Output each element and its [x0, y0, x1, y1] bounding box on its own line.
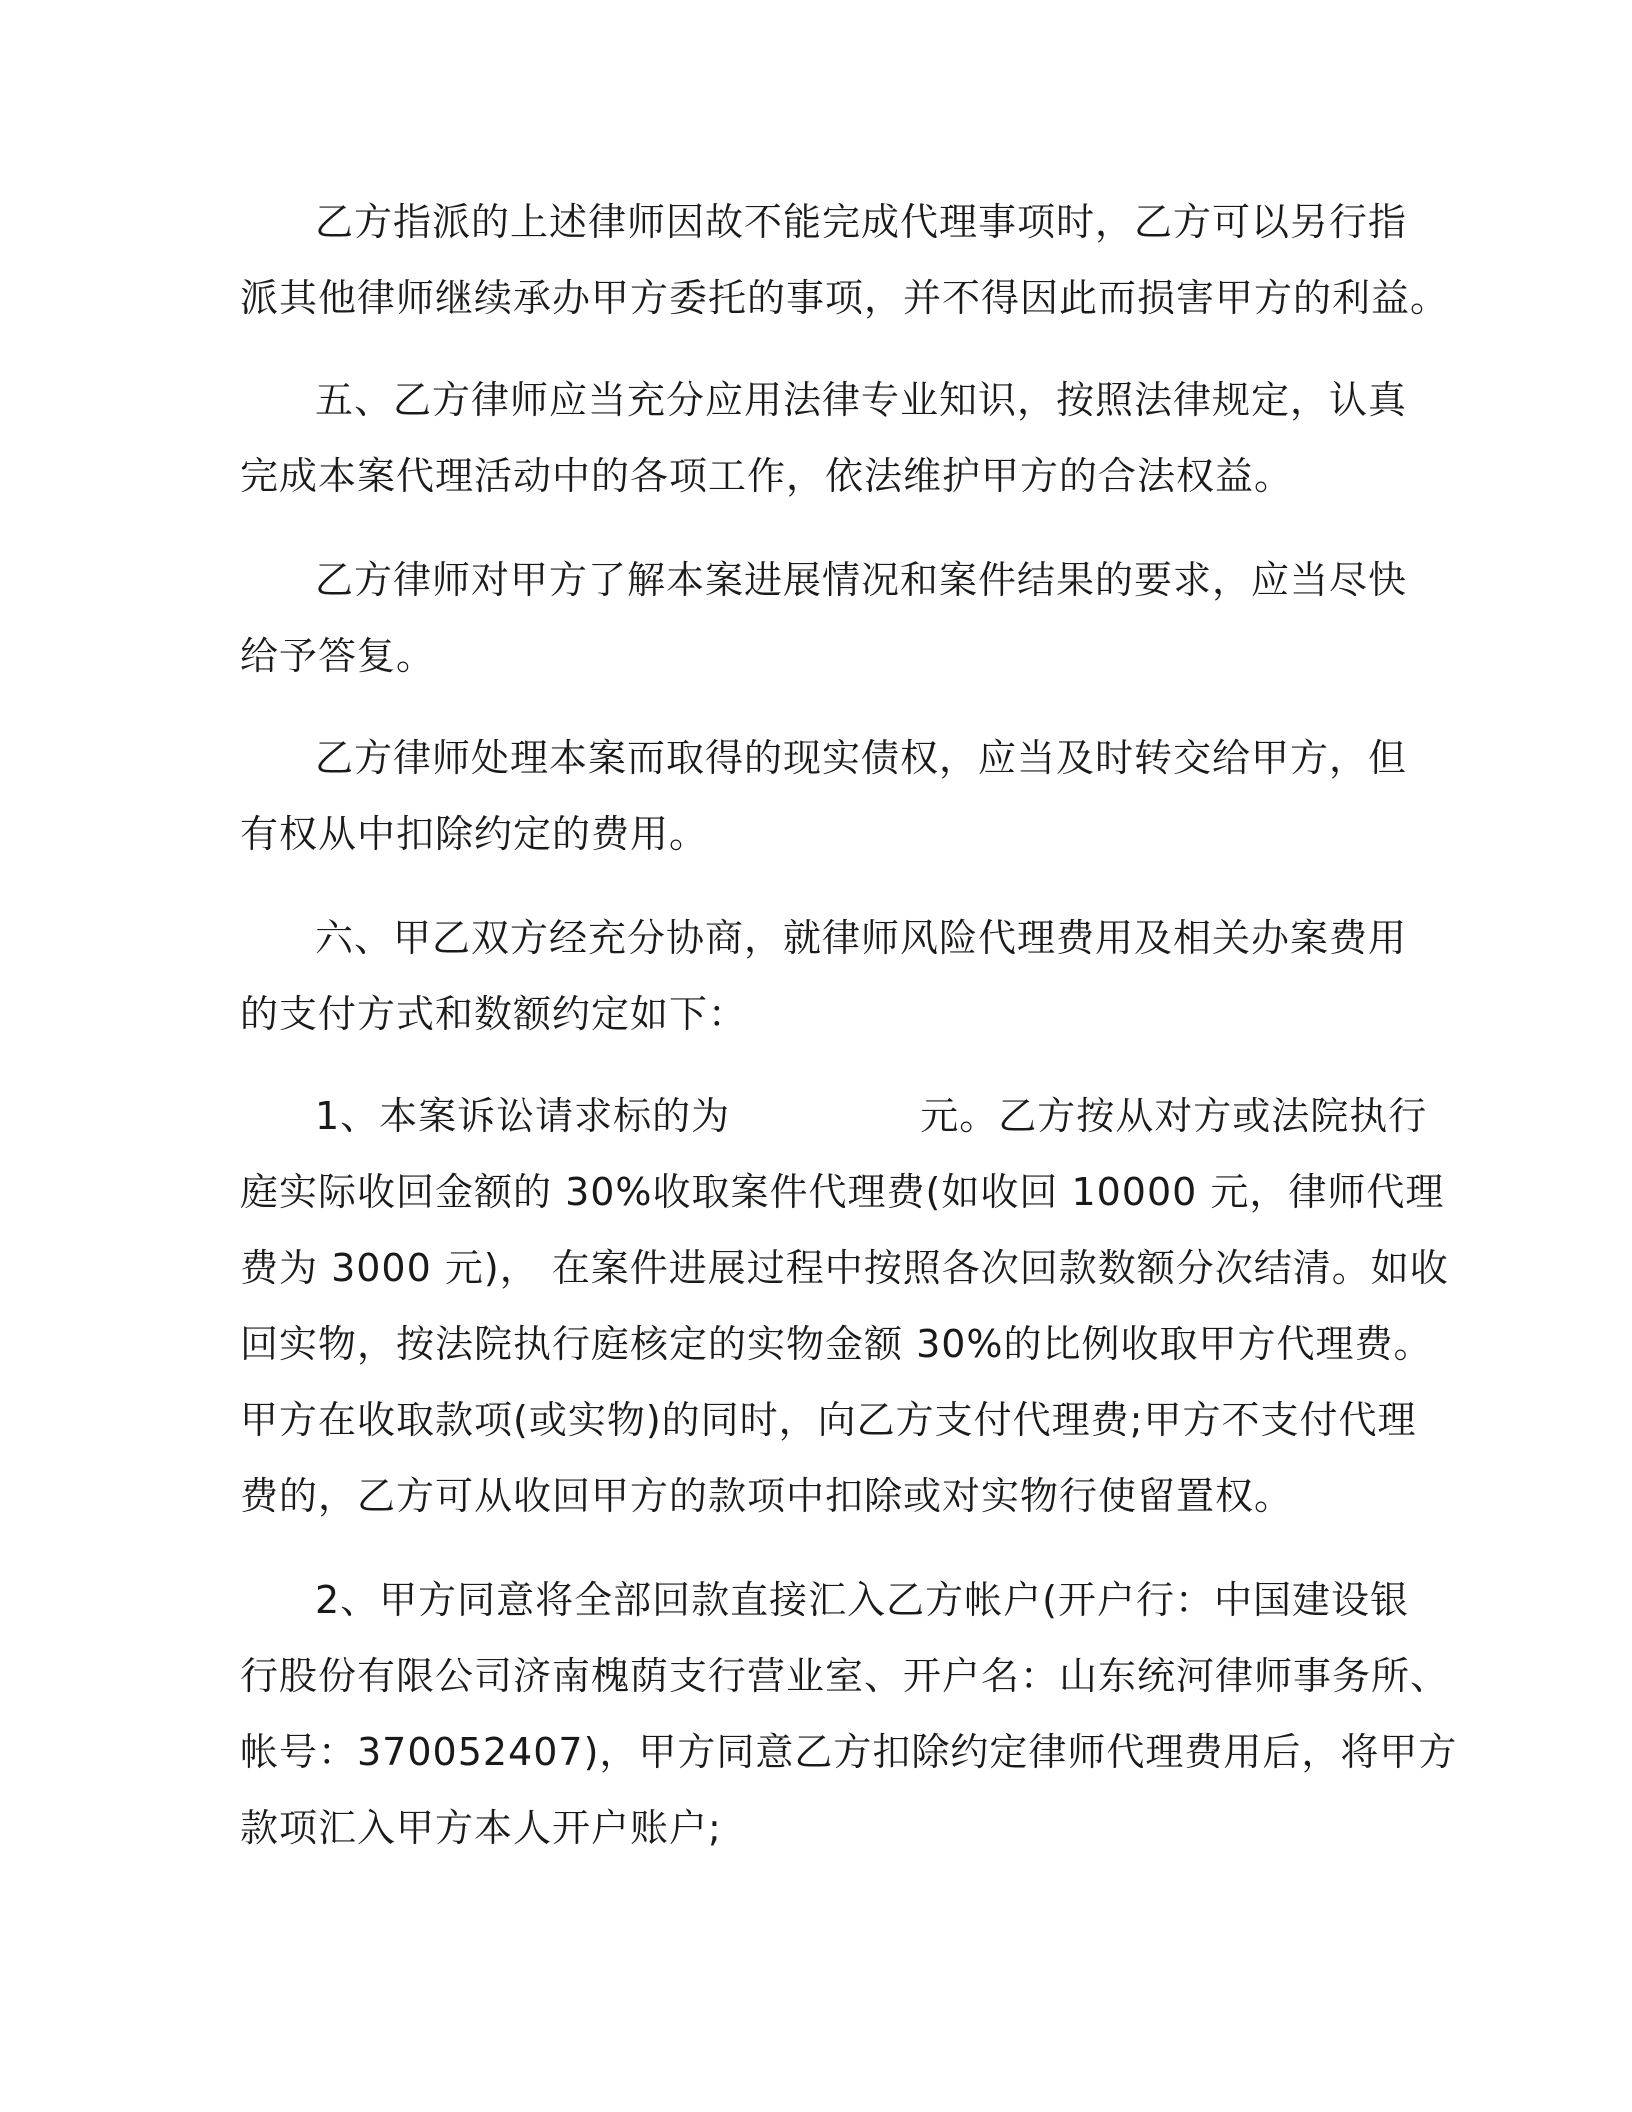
paragraph-4-line-1: 乙方律师处理本案而取得的现实债权，应当及时转交给甲方，但 [315, 736, 1408, 780]
paragraph-4-line-2: 有权从中扣除约定的费用。 [240, 812, 709, 856]
paragraph-1-line-2: 派其他律师继续承办甲方委托的事项，并不得因此而损害甲方的利益。 [240, 276, 1450, 320]
paragraph-3-line-1: 乙方律师对甲方了解本案进展情况和案件结果的要求，应当尽快 [315, 558, 1408, 602]
paragraph-6-line-1 [315, 1090, 1427, 1142]
paragraph-6-line-1-part-a: 1、本案诉讼请求标的为 [315, 1094, 731, 1138]
paragraph-5-line-2: 的支付方式和数额约定如下： [240, 992, 748, 1036]
paragraph-2-line-2: 完成本案代理活动中的各项工作，依法维护甲方的合法权益。 [240, 454, 1294, 498]
paragraph-7-line-1: 2、甲方同意将全部回款直接汇入乙方帐户(开户行：中国建设银 [315, 1578, 1410, 1622]
paragraph-6-line-4: 回实物，按法院执行庭核定的实物金额 30%的比例收取甲方代理费。 [240, 1322, 1433, 1366]
paragraph-7-line-3: 帐号：370052407)，甲方同意乙方扣除约定律师代理费用后，将甲方 [240, 1730, 1458, 1774]
paragraph-1-line-1: 乙方指派的上述律师因故不能完成代理事项时，乙方可以另行指 [315, 200, 1408, 244]
paragraph-6-line-2: 庭实际收回金额的 30%收取案件代理费(如收回 10000 元，律师代理 [240, 1170, 1445, 1214]
paragraph-7-line-2: 行股份有限公司济南槐荫支行营业室、开户名：山东统河律师事务所、 [240, 1654, 1450, 1698]
paragraph-6-line-5: 甲方在收取款项(或实物)的同时，向乙方支付代理费;甲方不支付代理 [240, 1398, 1417, 1442]
paragraph-6-line-1-part-b: 元。乙方按从对方或法院执行 [920, 1094, 1428, 1138]
paragraph-3-line-2: 给予答复。 [240, 634, 436, 678]
paragraph-6-line-6: 费的，乙方可从收回甲方的款项中扣除或对实物行使留置权。 [240, 1474, 1294, 1518]
paragraph-6-line-3: 费为 3000 元)， 在案件进展过程中按照各次回款数额分次结清。如收 [240, 1246, 1449, 1290]
paragraph-7-line-4: 款项汇入甲方本人开户账户; [240, 1806, 722, 1850]
paragraph-2-line-1: 五、乙方律师应当充分应用法律专业知识，按照法律规定，认真 [315, 378, 1408, 422]
paragraph-5-line-1: 六、甲乙双方经充分协商，就律师风险代理费用及相关办案费用 [315, 916, 1408, 960]
